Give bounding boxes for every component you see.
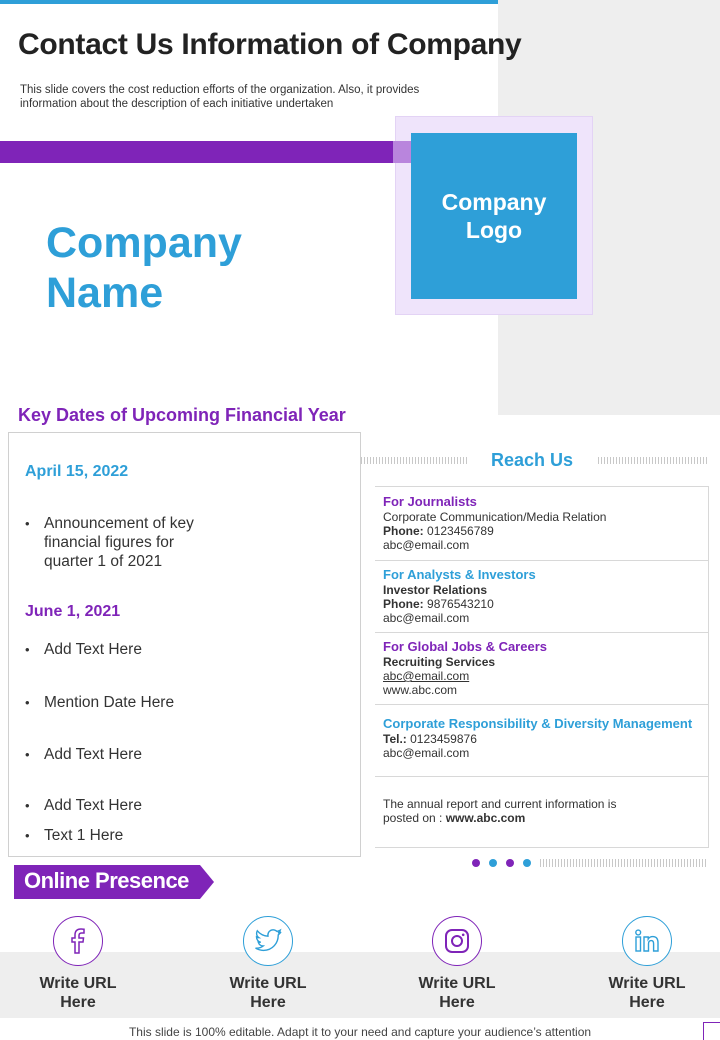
key-date-1: April 15, 2022 [25, 463, 129, 480]
website-value[interactable]: www.abc.com [383, 683, 458, 697]
social-item-facebook[interactable] [18, 916, 138, 1012]
dot-icon [489, 859, 497, 867]
company-name: Company Name [46, 219, 242, 317]
list-item-text: Add Text Here [44, 641, 142, 658]
phone-value: 0123456789 [427, 524, 494, 538]
page-subtitle: This slide covers the cost reduction efforts of the organization. Also, it provides information about the description of each initiative undertaken [20, 84, 420, 110]
phone-value: 9876543210 [427, 597, 494, 611]
twitter-icon[interactable] [243, 916, 293, 966]
contact-card-journalists [375, 486, 709, 561]
contact-card-annual-report [375, 776, 709, 848]
key-date-2: June 1, 2021 [25, 603, 121, 620]
social-item-instagram[interactable] [397, 916, 517, 1012]
list-item-text: Add Text Here [44, 746, 142, 763]
social-url-label: Write URL Here [39, 975, 117, 1011]
dot-icon [506, 859, 514, 867]
bullet-icon: • [25, 828, 30, 843]
email-value[interactable]: abc@email.com [383, 746, 470, 760]
reach-us-heading: Reach Us [491, 450, 574, 470]
phone-label: Phone: [383, 597, 424, 611]
list-item-text: Text 1 Here [44, 827, 124, 844]
contact-line: Corporate Communication/Media Relation [383, 510, 607, 524]
contact-line: Investor Relations [383, 583, 488, 597]
facebook-icon[interactable] [53, 916, 103, 966]
contact-heading: For Journalists [383, 494, 477, 509]
social-url-label: Write URL Here [608, 975, 686, 1011]
list-item-text: Mention Date Here [44, 694, 175, 711]
email-value[interactable]: abc@email.com [383, 611, 470, 625]
bullet-icon: • [25, 516, 30, 531]
online-presence-heading: Online Presence [24, 868, 189, 893]
social-url-label: Write URL Here [418, 975, 496, 1011]
annual-report-text: The annual report and current information is [383, 797, 617, 811]
contact-card-csr [375, 704, 709, 777]
instagram-icon[interactable] [432, 916, 482, 966]
dot-icon [523, 859, 531, 867]
band-notch [393, 141, 411, 163]
bullet-icon: • [25, 695, 30, 710]
company-logo-placeholder [411, 133, 577, 299]
tel-value: 0123459876 [410, 732, 477, 746]
company-logo-text: Company Logo [441, 189, 547, 243]
phone-label: Phone: [383, 524, 424, 538]
list-item-text: Add Text Here [44, 797, 142, 814]
pagination-dots [472, 859, 531, 867]
linkedin-icon[interactable] [622, 916, 672, 966]
contact-heading: For Analysts & Investors [383, 567, 536, 582]
social-item-linkedin[interactable] [587, 916, 707, 1012]
tel-label: Tel.: [383, 732, 407, 746]
bullet-icon: • [25, 798, 30, 813]
annual-report-prefix: posted on : [383, 811, 446, 825]
top-accent-line [0, 0, 498, 4]
social-url-label: Write URL Here [229, 975, 307, 1011]
contact-card-jobs [375, 632, 709, 705]
bullet-icon: • [25, 747, 30, 762]
list-item-text: Announcement of key financial figures for quarter 1 of 2021 [44, 515, 194, 570]
page-title: Contact Us Information of Company [18, 28, 522, 61]
email-value[interactable]: abc@email.com [383, 538, 470, 552]
contact-heading: Corporate Responsibility & Diversity Management [383, 716, 693, 731]
reach-divider-right [598, 457, 708, 464]
bullet-icon: • [25, 642, 30, 657]
contact-card-analysts [375, 560, 709, 633]
footer-note: This slide is 100% editable. Adapt it to your need and capture your audience’s attention [128, 1025, 592, 1039]
pager-divider [540, 859, 708, 867]
reach-divider-left [361, 457, 467, 464]
annual-report-link[interactable]: www.abc.com [445, 811, 526, 825]
dot-icon [472, 859, 480, 867]
contact-heading: For Global Jobs & Careers [383, 639, 547, 654]
contact-line: Recruiting Services [383, 655, 496, 669]
social-item-twitter[interactable] [208, 916, 328, 1012]
email-link[interactable]: abc@email.com [383, 669, 470, 683]
key-dates-heading: Key Dates of Upcoming Financial Year [18, 405, 346, 425]
corner-marker [703, 1022, 720, 1040]
purple-accent-band [0, 141, 395, 163]
